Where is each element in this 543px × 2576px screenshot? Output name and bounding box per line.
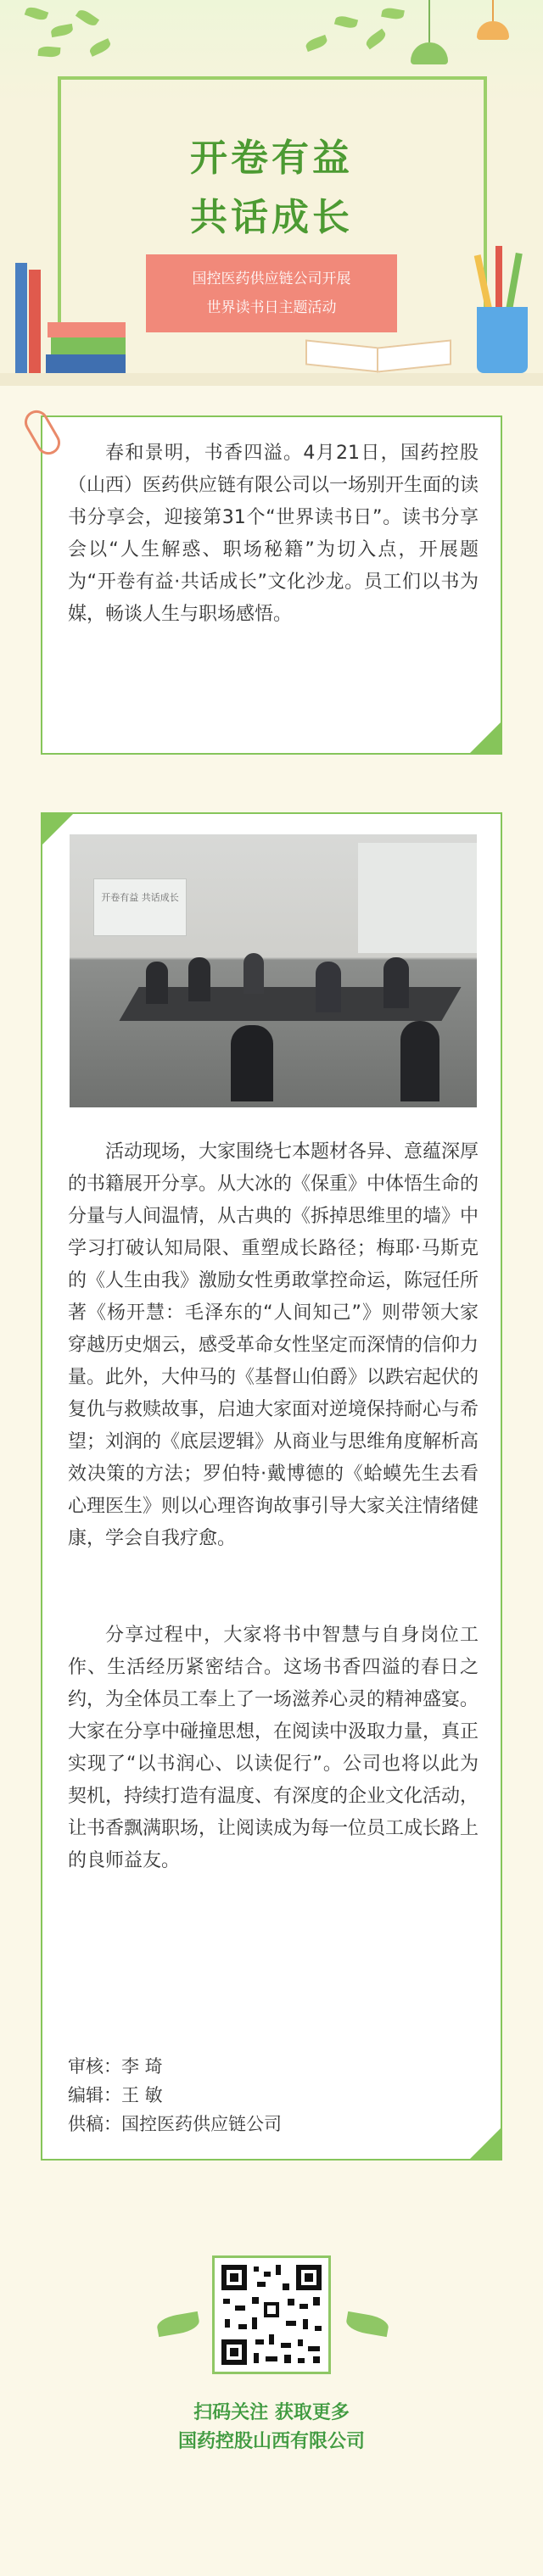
attendee bbox=[231, 1025, 273, 1101]
body-paragraph-1: 活动现场，大家围绕七本题材各异、意蕴深厚的书籍展开分享。从大冰的《保重》中体悟生命的分量与人间温情，从古典的《拆掉思维里的墙》中学习打破认知局限、重塑成长路径；梅耶·马斯克的《人生由我》激励女性勇敢掌控命运，陈冠任所著《杨开慧：毛泽东的“人间知己”》则带领大家穿越历史烟云，感受革命女性坚定而深情的信仰力量。此外，大仲马的《基督山伯爵》以跌宕起伏的复仇与救赎故事，启迪大家面对逆境保持耐心与希望；刘润的《底层逻辑》从商业与思维角度解析高效决策的方法；罗伯特·戴博德的《蛤蟆先生去看心理医生》则以心理咨询故事引导大家关注情绪健康，学会自我疗愈。 bbox=[68, 1141, 479, 1549]
intro-paragraph: 春和景明，书香四溢。4月21日，国药控股（山西）医药供应链有限公司以一场别开生面的读书分享会，迎接第31个“世界读书日”。读书分享会以“人生解惑、职场秘籍”为切入点，开展题为“开卷有益·共话成长”文化沙龙。员工们以书为媒，畅谈人生与职场感悟。 bbox=[68, 443, 479, 625]
attendee bbox=[316, 962, 341, 1012]
screen-caption: 开卷有益 共话成长 bbox=[101, 892, 179, 903]
footer-follow-text: 扫码关注 获取更多 bbox=[193, 2402, 350, 2423]
page-title-line2: 共话成长 bbox=[190, 196, 353, 239]
leaf-left-icon bbox=[155, 2311, 200, 2337]
footer bbox=[0, 2171, 543, 2576]
credit-reviewer: 审核：李 琦 bbox=[68, 2056, 163, 2077]
paperclip-icon bbox=[20, 406, 64, 459]
header-banner bbox=[0, 0, 543, 386]
credits-block bbox=[68, 2052, 282, 2138]
attendee bbox=[188, 957, 210, 1001]
projector-screen bbox=[93, 878, 187, 936]
book-stack-icon bbox=[15, 263, 126, 373]
attendee bbox=[146, 962, 168, 1004]
meeting-table bbox=[119, 987, 461, 1021]
attendee bbox=[383, 957, 409, 1008]
card-corner bbox=[468, 2127, 502, 2161]
leaf-branch-right-icon bbox=[297, 0, 407, 76]
attendee bbox=[400, 1021, 439, 1101]
qr-code[interactable] bbox=[212, 2255, 331, 2374]
qr-pattern-icon bbox=[215, 2258, 328, 2372]
attendee bbox=[244, 953, 264, 994]
credit-source: 供稿：国控医药供应链公司 bbox=[68, 2114, 282, 2134]
pencil-cup-icon bbox=[475, 246, 535, 373]
subtitle-line1: 国控医药供应链公司开展 bbox=[192, 270, 351, 287]
page-title-line1: 开卷有益 bbox=[190, 137, 353, 180]
subtitle-box bbox=[146, 254, 397, 332]
ground-line bbox=[0, 373, 543, 386]
open-book-icon bbox=[305, 335, 450, 369]
main-card bbox=[41, 812, 502, 2161]
card-corner bbox=[468, 721, 502, 755]
lamp-icon bbox=[428, 0, 430, 42]
window-light bbox=[358, 843, 477, 953]
subtitle-line2: 世界读书日主题活动 bbox=[206, 299, 337, 316]
event-photo bbox=[70, 834, 477, 1107]
intro-card bbox=[41, 415, 502, 755]
body-paragraph-2: 分享过程中，大家将书中智慧与自身岗位工作、生活经历紧密结合。这场书香四溢的春日之约，为全体员工奉上了一场滋养心灵的精神盛宴。大家在分享中碰撞思想，在阅读中汲取力量，真正实现了“以书润心、以读促行”。公司也将以此为契机，持续打造有温度、有深度的企业文化活动，让书香飘满职场，让阅读成为每一位员工成长路上的良师益友。 bbox=[68, 1625, 479, 1871]
footer-company-name: 国药控股山西有限公司 bbox=[177, 2431, 365, 2452]
leaf-right-icon bbox=[344, 2311, 389, 2337]
credit-editor: 编辑：王 敏 bbox=[68, 2085, 163, 2105]
lamp-icon bbox=[492, 0, 494, 21]
leaf-branch-left-icon bbox=[17, 0, 119, 76]
